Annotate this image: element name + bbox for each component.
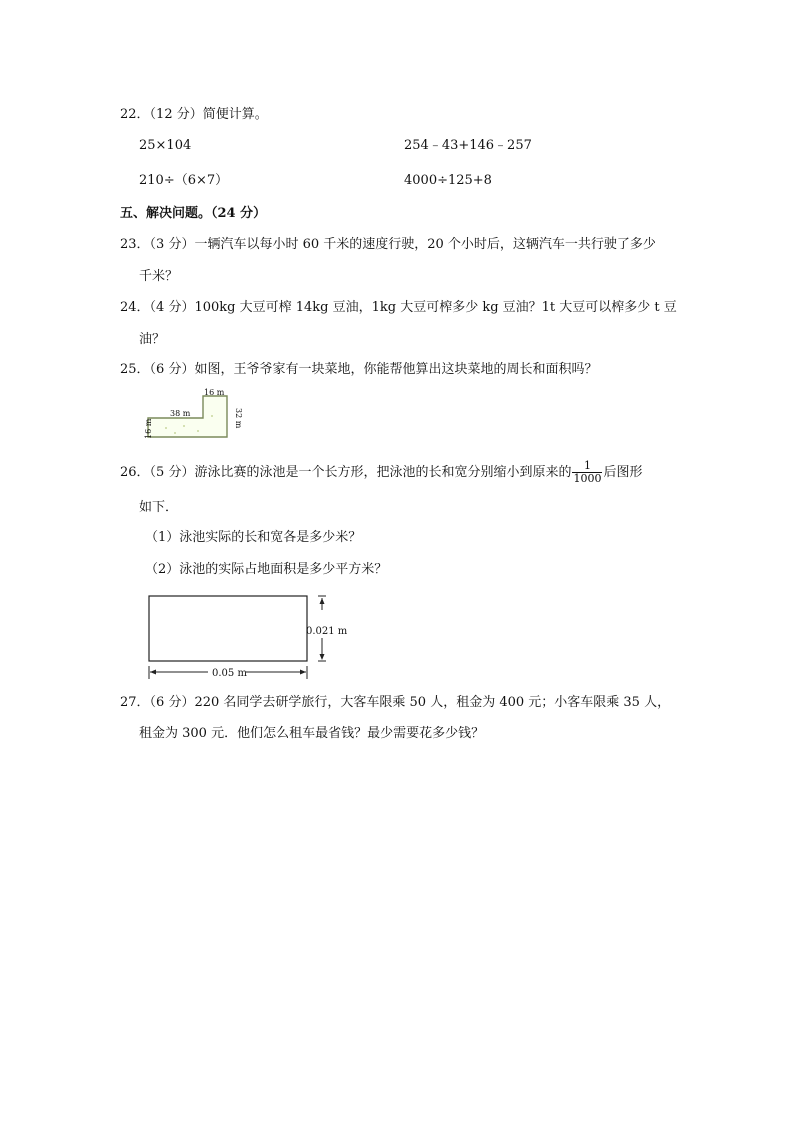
plot-label-right: 32 m (234, 408, 243, 429)
q26-line-1-text: 26．（5 分）游泳比赛的泳池是一个长方形，把泳池的长和宽分别缩小到原来的 (120, 465, 572, 480)
q22-item-1: 25×104 (139, 138, 192, 153)
q26-line-1-tail: 后图形 (603, 465, 643, 480)
pool-length-label: 0.05 m (212, 668, 247, 679)
q24-line-1: 24．（4 分）100kg 大豆可榨 14kg 豆油，1kg 大豆可榨多少 kg 豆油？1t 大豆可以榨多少 t 豆 (120, 300, 677, 315)
plot-label-top: 16 m (204, 388, 225, 397)
q25-line-1: 25．（6 分）如图，王爷爷家有一块菜地，你能帮他算出这块菜地的周长和面积吗？ (120, 362, 598, 377)
q24-line-2: 油？ (139, 332, 166, 347)
fraction-denominator: 1000 (573, 472, 602, 485)
q22-item-4: 4000÷125+8 (404, 173, 492, 188)
fraction-numerator: 1 (583, 459, 591, 472)
swimming-pool-figure (140, 590, 370, 682)
scale-fraction (572, 460, 602, 485)
q23-line-1: 23．（3 分）一辆汽车以每小时 60 千米的速度行驶，20 个小时后，这辆汽车一共行驶了多少 (120, 237, 656, 252)
q26-line-1 (120, 460, 642, 486)
q27-line-1: 27．（6 分）220 名同学去研学旅行，大客车限乘 50 人，租金为 400 元；小客车限乘 35 人， (120, 695, 671, 710)
plot-label-middle: 38 m (170, 409, 191, 418)
q27-line-2: 租金为 300 元．他们怎么租车最省钱？最少需要花多少钱？ (139, 726, 485, 741)
q26-sub-1: （1）泳池实际的长和宽各是多少米？ (145, 530, 362, 545)
q26-line-2: 如下． (139, 500, 179, 515)
q22-item-3: 210÷（6×7） (139, 173, 229, 188)
q22-heading: 22．（12 分）简便计算。 (120, 107, 268, 122)
q23-line-2: 千米？ (139, 269, 179, 284)
pool-width-label: 0.021 m (306, 626, 348, 637)
q26-sub-2: （2）泳池的实际占地面积是多少平方米？ (145, 562, 388, 577)
plot-label-left: 16 m (144, 418, 153, 439)
section-5-heading: 五、解决问题。（24 分） (120, 206, 267, 221)
vegetable-plot-figure (140, 386, 250, 442)
q22-item-2: 254﹣43+146﹣257 (404, 138, 532, 153)
